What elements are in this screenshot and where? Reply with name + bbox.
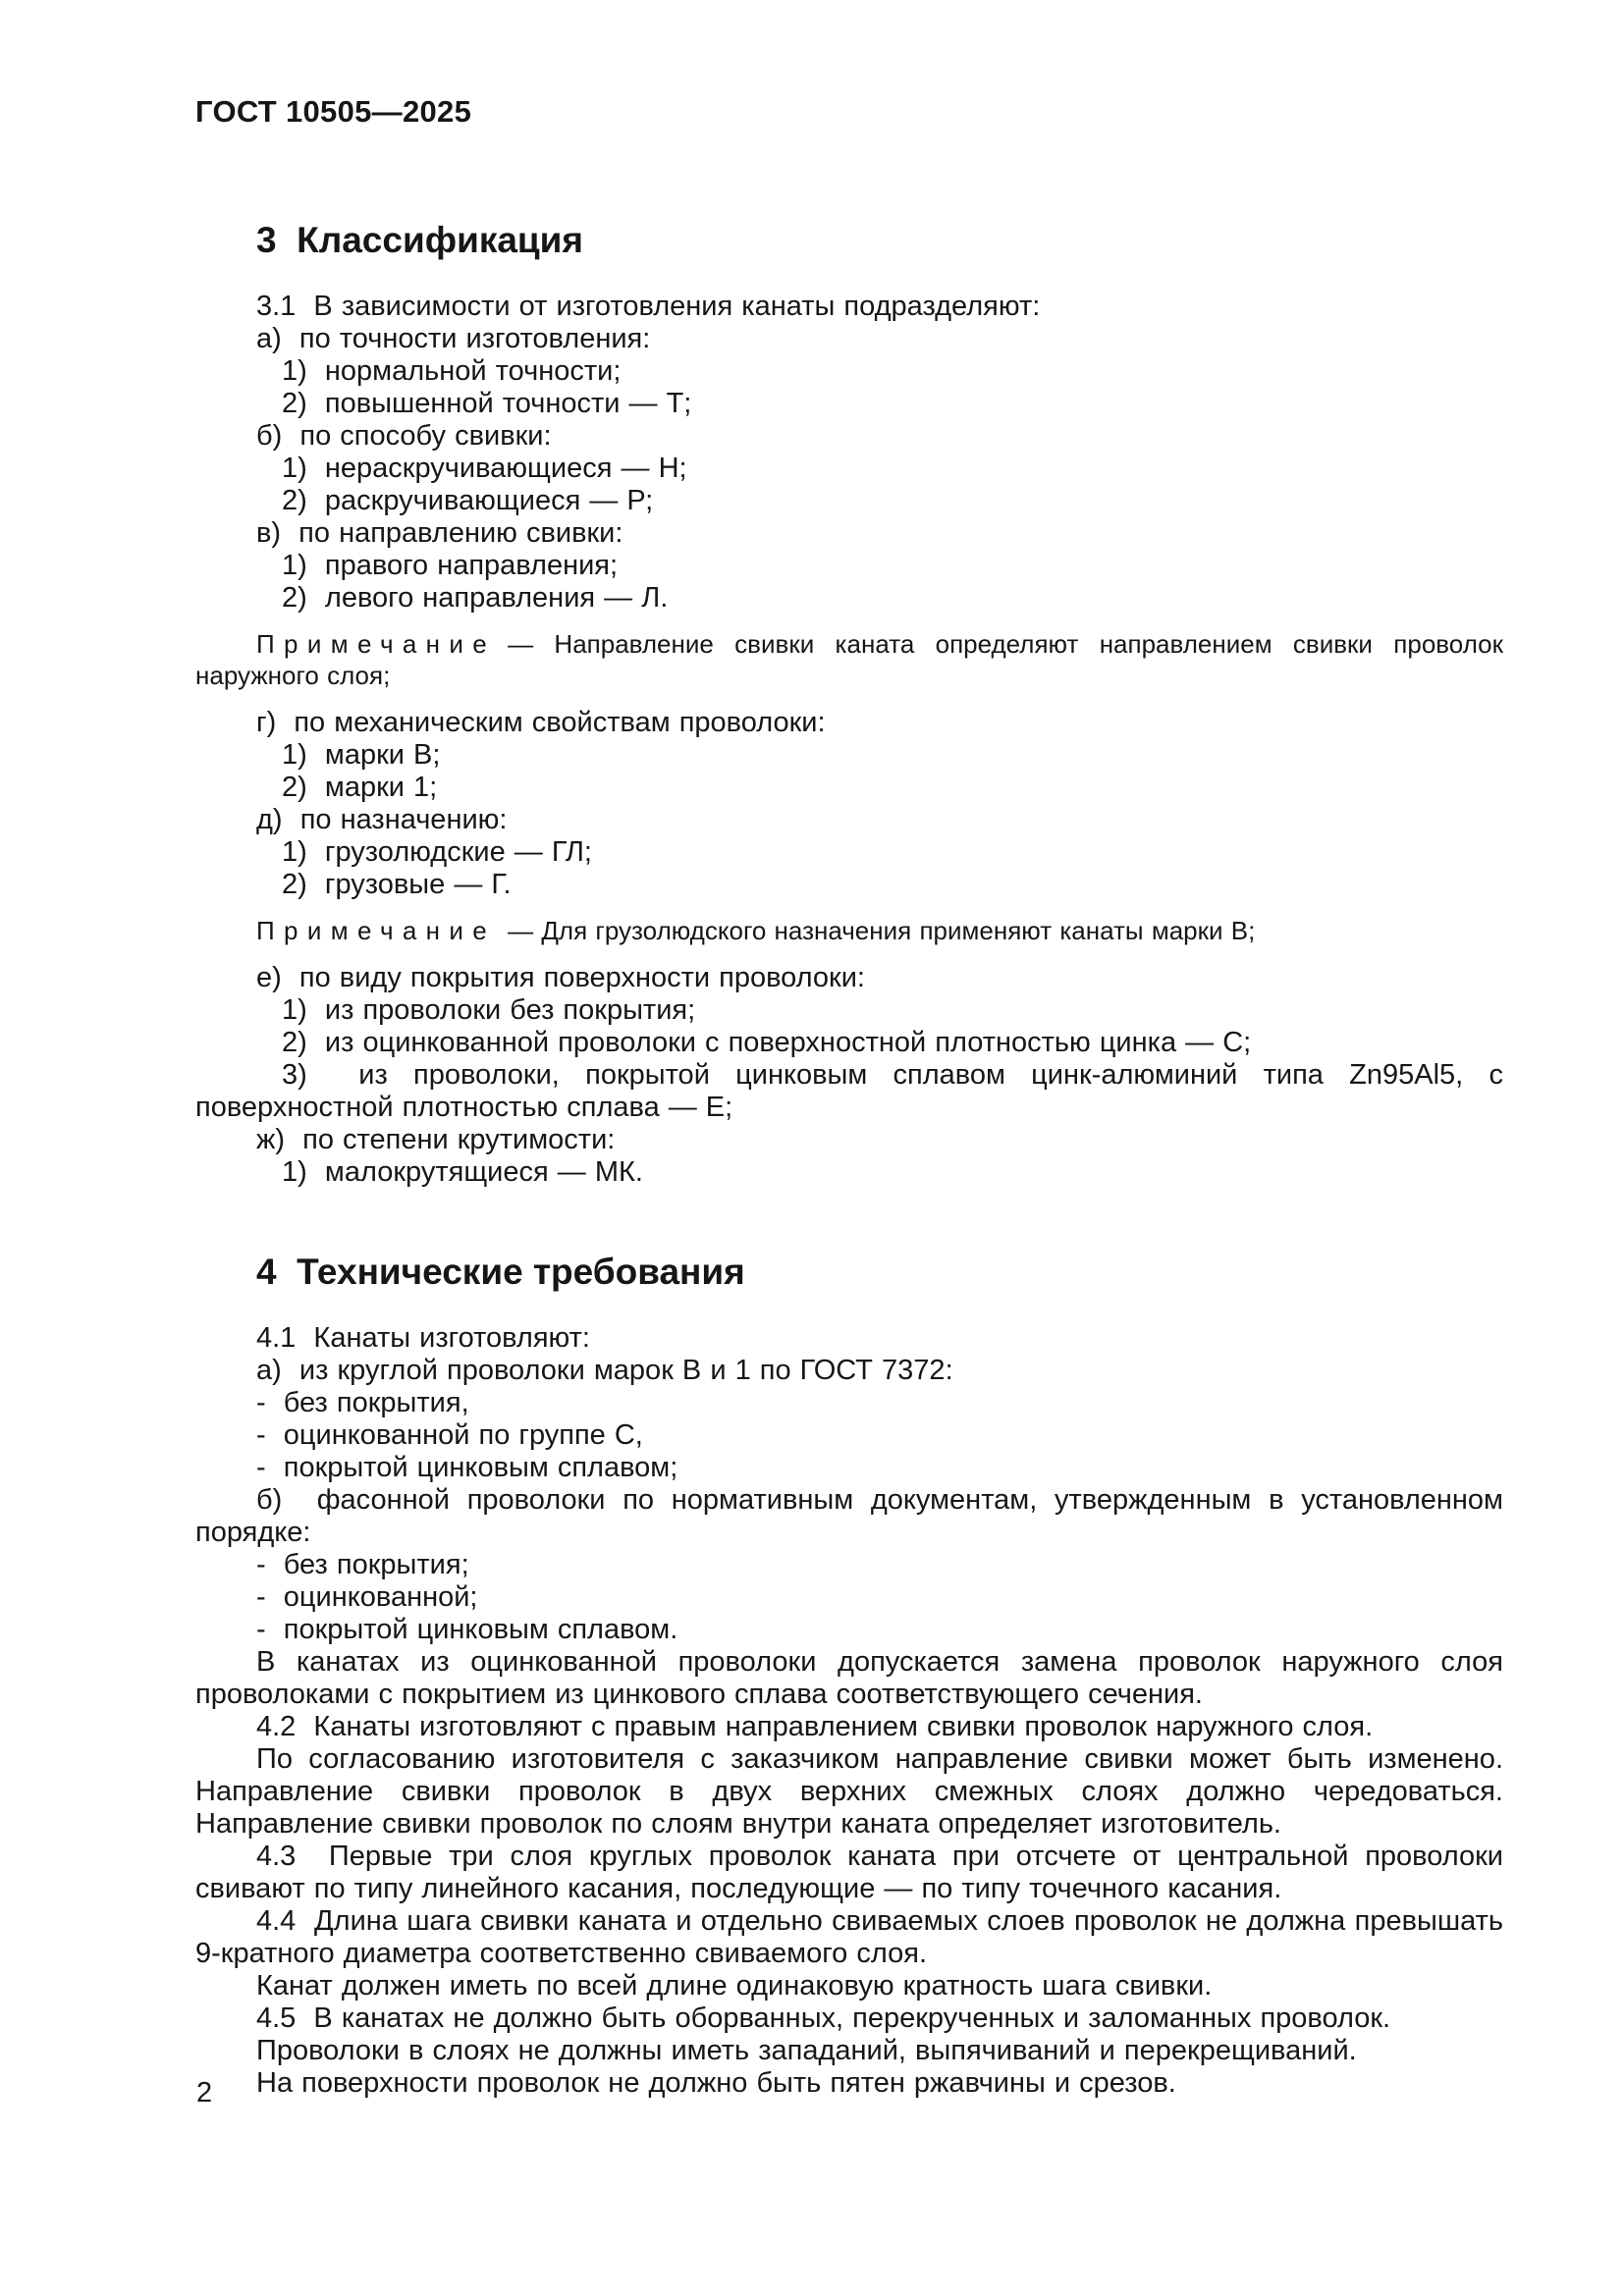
paragraph: б) фасонной проволоки по нормативным документам, утвержденным в установленном порядке: xyxy=(195,1484,1503,1548)
paragraph: 3.1 В зависимости от изготовления канаты подразделяют: xyxy=(256,291,1041,322)
paragraph: В канатах из оцинкованной проволоки допускается замена проволок наружного слоя проволоками с покрытием из цинкового сплава соответствующего сечения. xyxy=(195,1646,1503,1710)
list-item: 2) раскручивающиеся — Р; xyxy=(282,485,654,516)
paragraph: - без покрытия, xyxy=(256,1387,469,1418)
paragraph: 4.4 Длина шага свивки каната и отдельно свиваемых слоев проволок не должна превышать 9-кратного диаметра соответственно свиваемого слоя. xyxy=(195,1905,1503,1969)
note-label: Примечание xyxy=(256,916,497,945)
list-item: 2) грузовые — Г. xyxy=(282,869,512,900)
paragraph: - оцинкованной по группе С, xyxy=(256,1419,643,1451)
list-item: 1) нормальной точности; xyxy=(282,355,622,387)
paragraph: - оцинкованной; xyxy=(256,1581,478,1613)
list-item: 2) левого направления — Л. xyxy=(282,582,669,614)
section xyxy=(195,218,1503,1189)
paragraph: д) по назначению: xyxy=(256,804,508,835)
page-number: 2 xyxy=(196,2077,213,2109)
paragraph: б) по способу свивки: xyxy=(256,420,552,452)
paragraph: Канат должен иметь по всей длине одинаковую кратность шага свивки. xyxy=(256,1970,1213,2002)
paragraph: На поверхности проволок не должно быть пятен ржавчины и срезов. xyxy=(256,2067,1176,2099)
section xyxy=(195,1250,1503,2100)
paragraph: По согласованию изготовителя с заказчиком направление свивки может быть изменено. Направление свивки проволок в двух верхних смежных слоях должно чередоваться. Направление свивки проволок по слоям внутри каната определяет изготовитель. xyxy=(195,1743,1503,1840)
list-item: 1) марки В; xyxy=(282,739,441,771)
document-content xyxy=(195,218,1503,2100)
paragraph: Проволоки в слоях не должны иметь западаний, выпячиваний и перекрещиваний. xyxy=(256,2035,1357,2066)
paragraph: а) из круглой проволоки марок В и 1 по ГОСТ 7372: xyxy=(256,1355,953,1386)
list-item: 2) марки 1; xyxy=(282,772,438,803)
paragraph: в) по направлению свивки: xyxy=(256,517,623,549)
list-item: 1) малокрутящиеся — МК. xyxy=(282,1156,643,1188)
list-item: 2) из оцинкованной проволоки с поверхностной плотностью цинка — С; xyxy=(282,1027,1252,1058)
list-item: 1) из проволоки без покрытия; xyxy=(282,994,696,1026)
section-heading: 4 Технические требования xyxy=(256,1252,745,1292)
paragraph: ж) по степени крутимости: xyxy=(256,1124,616,1155)
paragraph: - без покрытия; xyxy=(256,1549,469,1580)
paragraph: 4.1 Канаты изготовляют: xyxy=(256,1322,590,1354)
list-item: 1) нераскручивающиеся — Н; xyxy=(282,453,687,484)
list-item: 3) из проволоки, покрытой цинковым сплавом цинк-алюминий типа Zn95Al5, с поверхностной плотностью сплава — Е; xyxy=(195,1059,1503,1123)
list-item: 1) правого направления; xyxy=(282,550,619,581)
paragraph: е) по виду покрытия поверхности проволоки: xyxy=(256,962,865,993)
section-heading: 3 Классификация xyxy=(256,220,583,260)
note-label: Примечание xyxy=(256,629,497,659)
paragraph: а) по точности изготовления: xyxy=(256,323,651,354)
paragraph: 4.3 Первые три слоя круглых проволок каната при отсчете от центральной проволоки свивают по типу линейного касания, последующие — по типу точечного касания. xyxy=(195,1841,1503,1904)
note xyxy=(195,628,1503,691)
paragraph: 4.5 В канатах не должно быть оборванных, перекрученных и заломанных проволок. xyxy=(256,2002,1391,2034)
note xyxy=(195,915,1503,946)
paragraph: - покрытой цинковым сплавом. xyxy=(256,1614,678,1645)
paragraph: 4.2 Канаты изготовляют с правым направлением свивки проволок наружного слоя. xyxy=(256,1711,1374,1742)
note-text: — Направление свивки каната определяют направлением свивки проволок наружного слоя; xyxy=(195,629,1503,690)
paragraph: г) по механическим свойствам проволоки: xyxy=(256,707,826,738)
list-item: 2) повышенной точности — Т; xyxy=(282,388,692,419)
note-text: — Для грузолюдского назначения применяют канаты марки В; xyxy=(508,916,1256,945)
document-header: ГОСТ 10505—2025 xyxy=(195,94,472,129)
list-item: 1) грузолюдские — ГЛ; xyxy=(282,836,592,868)
paragraph: - покрытой цинковым сплавом; xyxy=(256,1452,678,1483)
